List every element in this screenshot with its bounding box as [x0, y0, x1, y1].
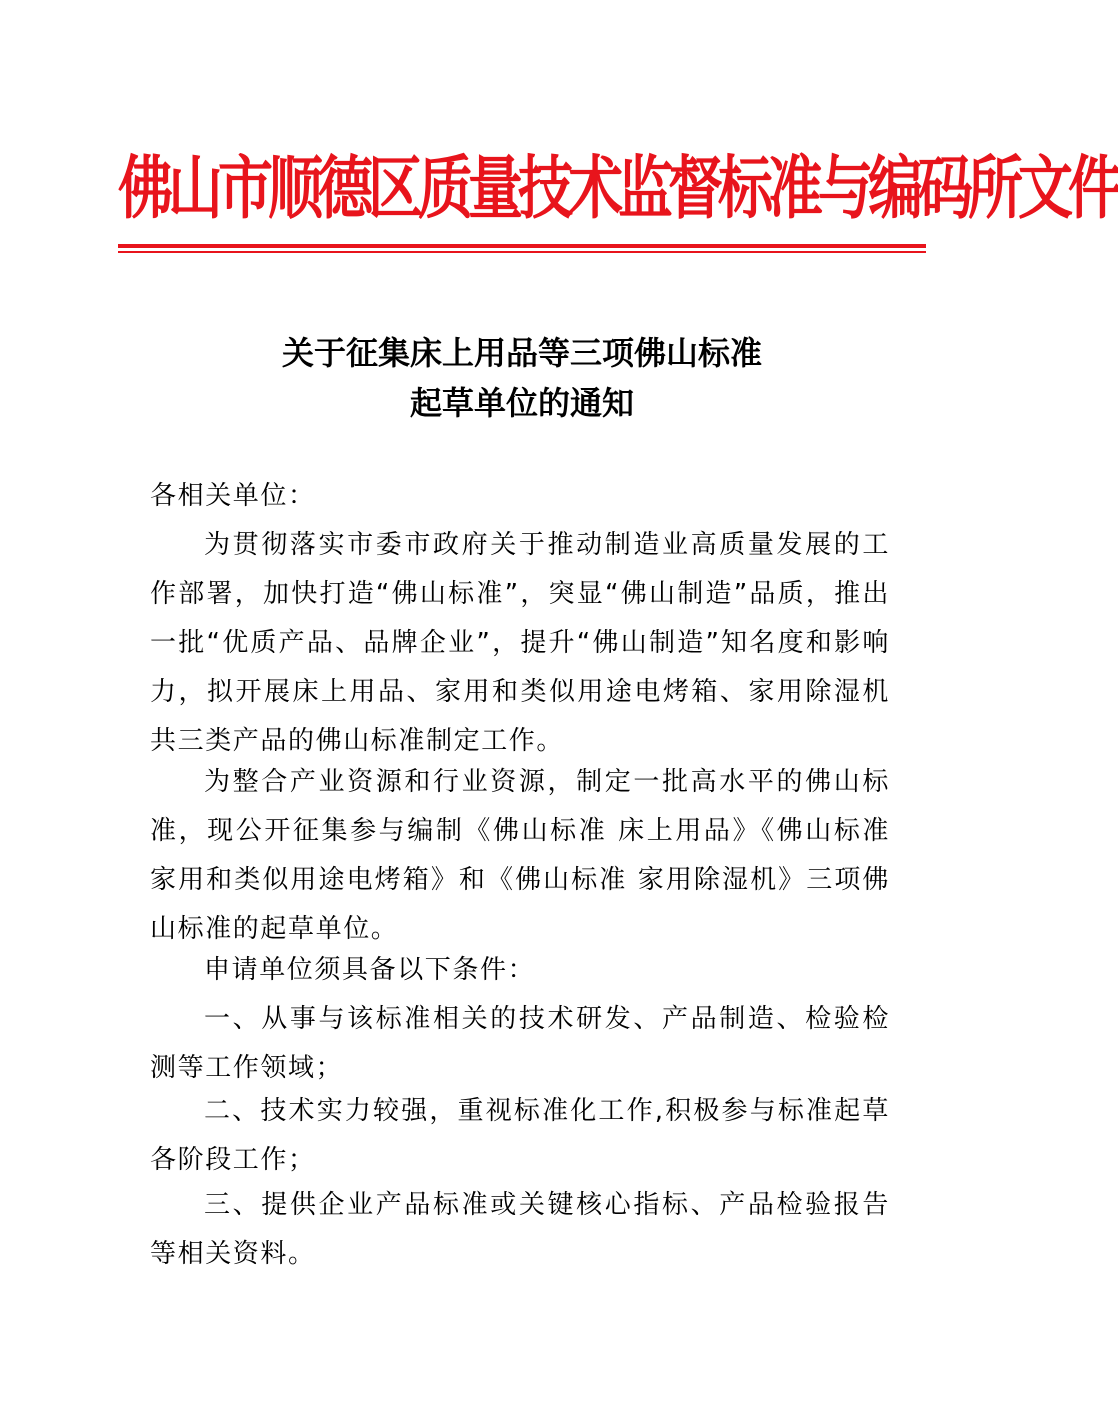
header-divider-thin: [118, 251, 926, 253]
paragraph-call-for-drafters: 为整合产业资源和行业资源，制定一批高水平的佛山标准，现公开征集参与编制《佛山标准 床上用品》《佛山标准 家用和类似用途电烤箱》和《佛山标准 家用除湿机》三项佛山标准的起草单位。: [150, 767, 890, 944]
document-title-line-1: 关于征集床上用品等三项佛山标准: [281, 334, 762, 372]
requirement-item-2: 二、技术实力较强，重视标准化工作,积极参与标准起草各阶段工作；: [150, 1096, 890, 1175]
requirement-item-1: 一、从事与该标准相关的技术研发、产品制造、检验检测等工作领域；: [150, 1004, 890, 1083]
paragraph-background: 为贯彻落实市委市政府关于推动制造业高质量发展的工作部署，加快打造“佛山标准”，突显“佛山制造”品质，推出一批“优质产品、品牌企业”，提升“佛山制造”知名度和影响力，拟开展床上用品、家用和类似用途电烤箱、家用除湿机共三类产品的佛山标准制定工作。: [150, 530, 890, 756]
issuing-organization-title: 佛山市顺德区质量技术监督标准与编码所文件: [118, 146, 1118, 228]
header-divider-thick: [118, 244, 926, 248]
salutation: 各相关单位：: [150, 481, 316, 511]
document-title-line-2: 起草单位的通知: [409, 384, 634, 422]
paragraph-requirements-intro: 申请单位须具备以下条件：: [204, 955, 536, 985]
requirement-item-3: 三、提供企业产品标准或关键核心指标、产品检验报告等相关资料。: [150, 1190, 890, 1269]
